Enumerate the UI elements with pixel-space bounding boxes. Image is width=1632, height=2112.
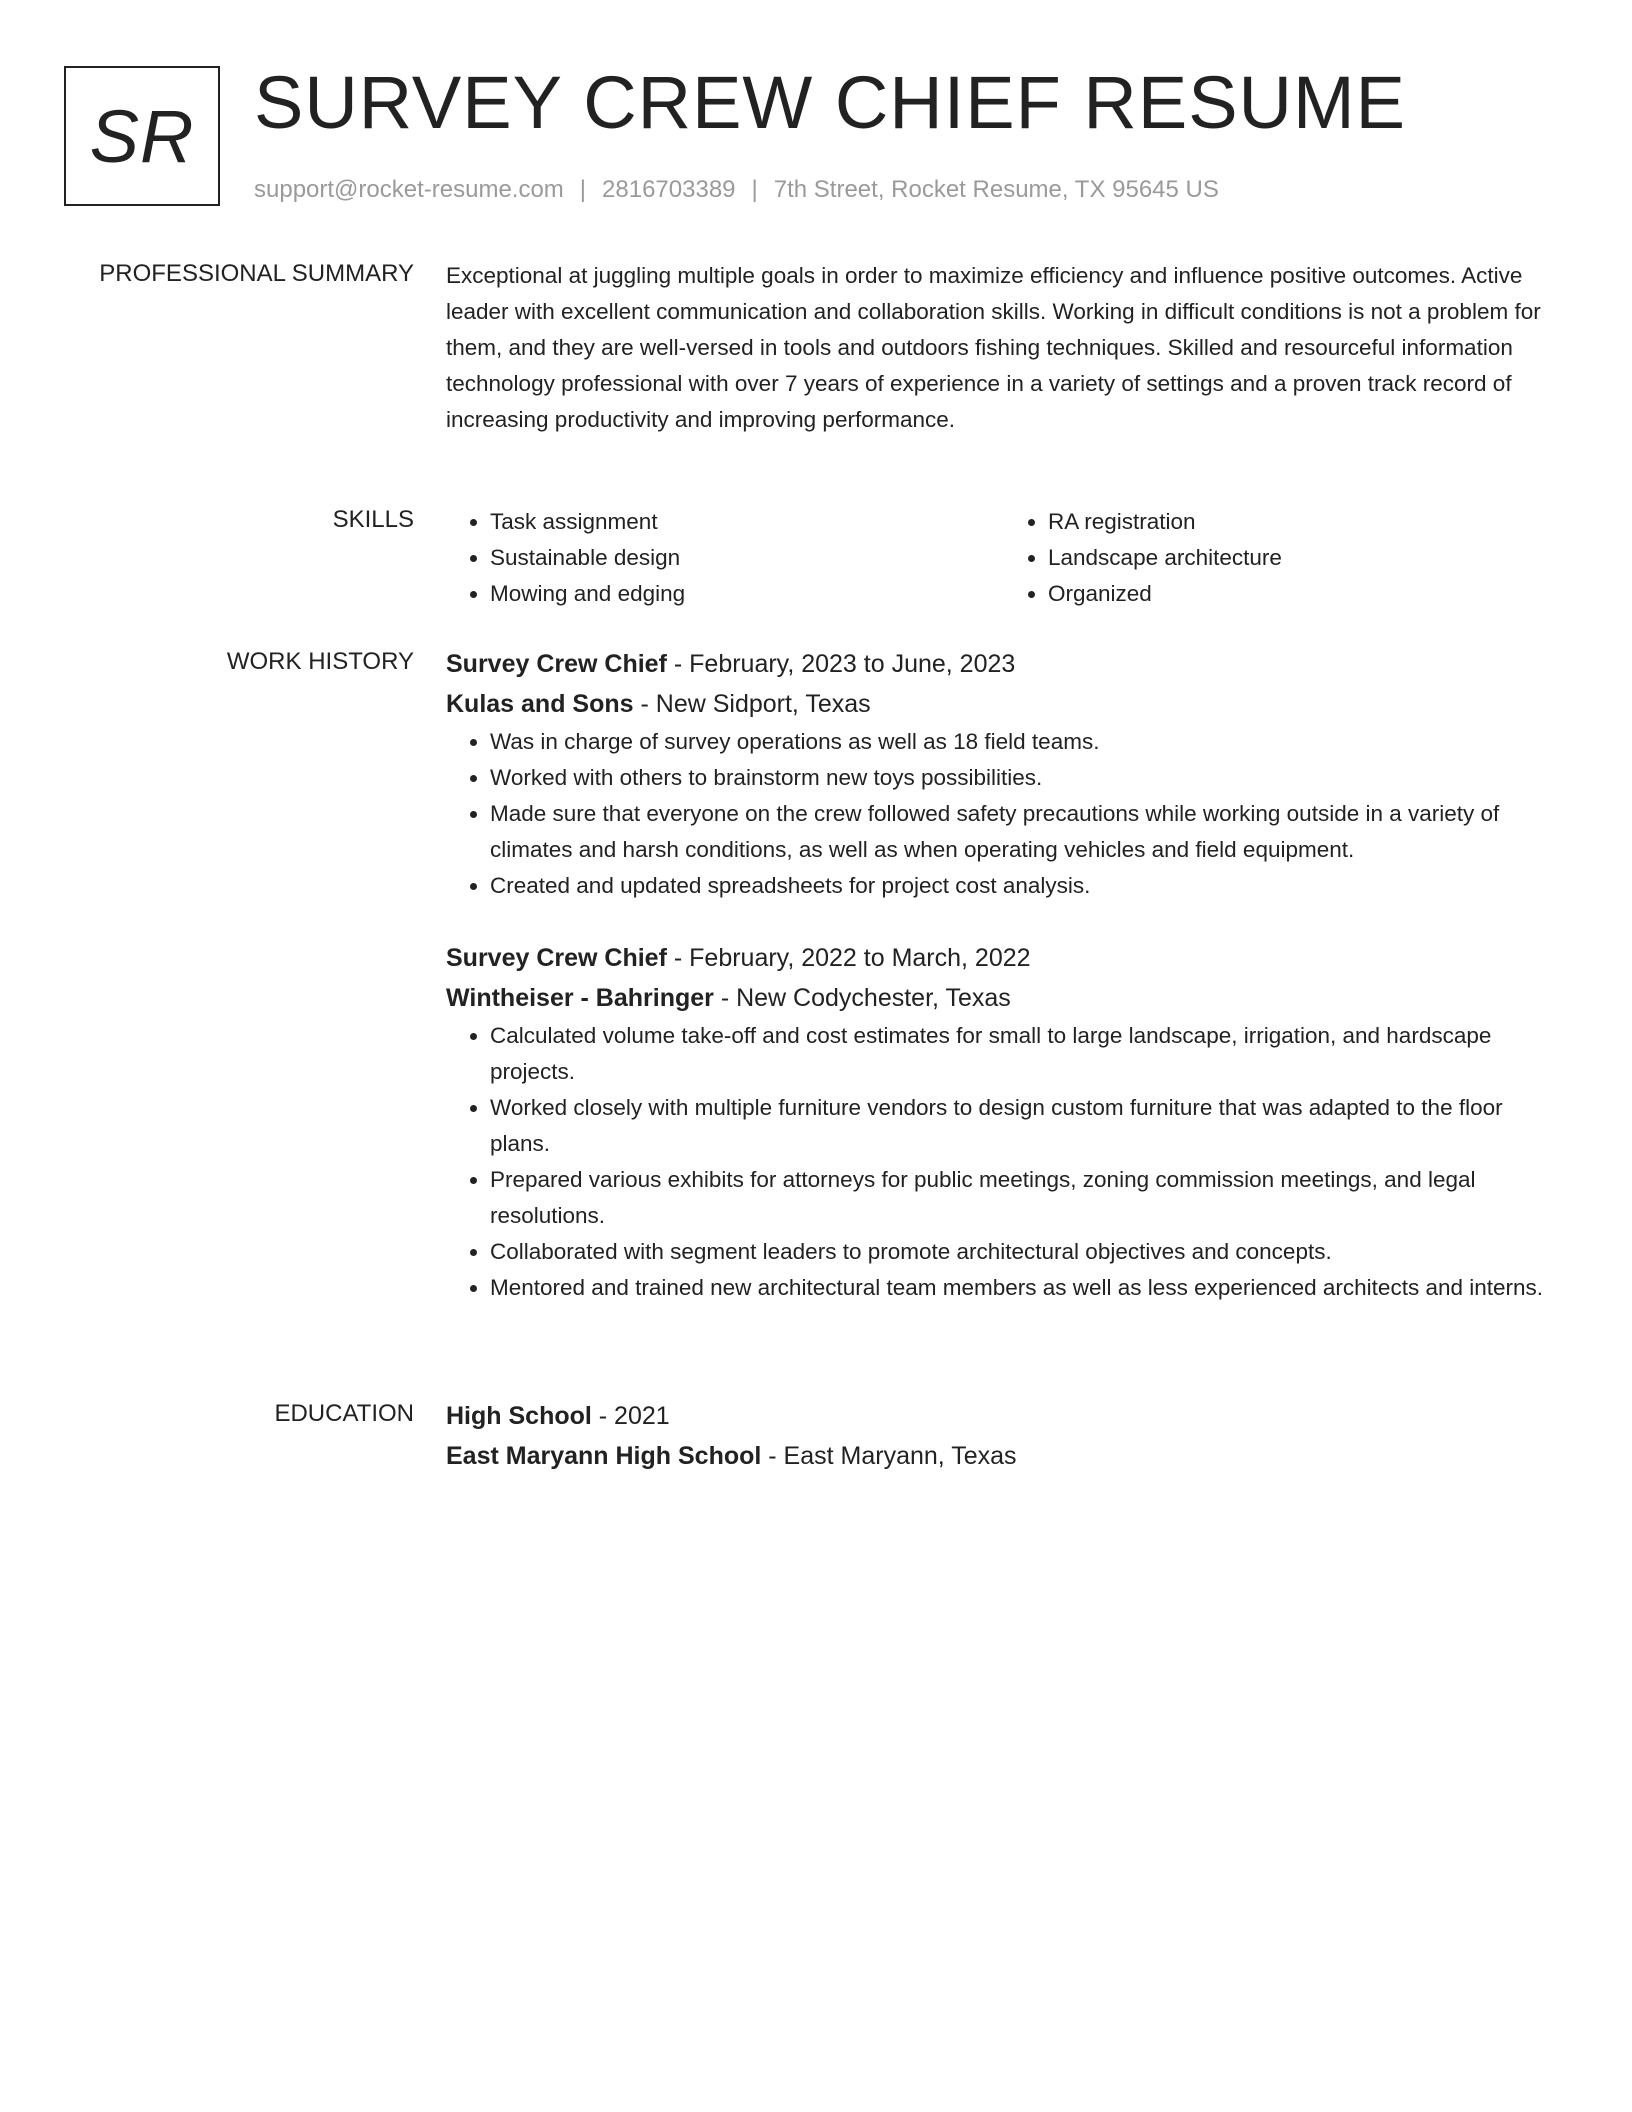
job-bullet: • Prepared various exhibits for attorneys for public meetings, zoning commission meetings, and legal resolutions. xyxy=(490,1162,1562,1234)
contact-separator: | xyxy=(751,176,758,203)
job-title: Survey Crew Chief xyxy=(446,650,667,678)
section-label-education: EDUCATION xyxy=(274,1400,414,1427)
job-location: - New Sidport, Texas xyxy=(633,690,871,718)
job-title-line xyxy=(446,644,1562,684)
job-company-line xyxy=(446,684,1562,724)
skills-list-left xyxy=(446,504,1004,612)
work-body xyxy=(446,644,1562,1340)
job-bullet: • Mentored and trained new architectural team members as well as less experienced architects and interns. xyxy=(490,1270,1562,1306)
job-company-line xyxy=(446,978,1562,1018)
education-year: - 2021 xyxy=(591,1402,670,1430)
job-bullet: • Was in charge of survey operations as well as 18 field teams. xyxy=(490,724,1562,760)
job-company: Kulas and Sons xyxy=(446,690,634,718)
contact-email: support@rocket-resume.com xyxy=(254,176,564,203)
skill-item: • Organized xyxy=(1048,576,1562,612)
job-bullets xyxy=(446,724,1562,904)
summary-text: Exceptional at juggling multiple goals in order to maximize efficiency and influence positive outcomes. Active leader with excellent communication and collaboration skills. Working in difficult conditions is not a problem for them, and they are well-versed in tools and outdoors fishing techniques. Skilled and resourceful information technology professional with over 7 years of experience in a variety of settings and a proven track record of increasing productivity and improving performance. xyxy=(446,263,1541,432)
contact-phone: 2816703389 xyxy=(602,176,736,203)
skill-item: • RA registration xyxy=(1048,504,1562,540)
education-body xyxy=(446,1396,1562,1476)
contact-separator: | xyxy=(579,176,587,203)
skill-item: • Task assignment xyxy=(490,504,1004,540)
job-dates: - February, 2023 to June, 2023 xyxy=(666,650,1016,678)
job-entry xyxy=(446,644,1562,904)
skill-item: • Sustainable design xyxy=(490,540,1004,576)
contact-line xyxy=(254,174,1219,206)
job-location: - New Codychester, Texas xyxy=(713,984,1011,1012)
education-school-line xyxy=(446,1436,1562,1476)
skills-grid xyxy=(446,504,1562,612)
skills-body xyxy=(446,504,1562,612)
job-title-line xyxy=(446,938,1562,978)
resume-title: SURVEY CREW CHIEF RESUME xyxy=(254,61,1406,144)
education-school: East Maryann High School xyxy=(446,1442,762,1470)
section-label-work: WORK HISTORY xyxy=(226,648,414,675)
job-bullet: • Collaborated with segment leaders to promote architectural objectives and concepts. xyxy=(490,1234,1562,1270)
job-bullets xyxy=(446,1018,1562,1306)
job-entry xyxy=(446,938,1562,1306)
job-bullet: • Calculated volume take-off and cost estimates for small to large landscape, irrigation, and hardscape projects. xyxy=(490,1018,1562,1090)
job-dates: - February, 2022 to March, 2022 xyxy=(666,944,1031,972)
job-bullet: • Made sure that everyone on the crew followed safety precautions while working outside in a variety of climates and harsh conditions, as well as when operating vehicles and field equipment. xyxy=(490,796,1562,868)
education-degree-line xyxy=(446,1396,1562,1436)
skills-list-right xyxy=(1004,504,1562,612)
section-label-skills: SKILLS xyxy=(332,506,414,533)
job-company: Wintheiser - Bahringer xyxy=(446,984,714,1012)
job-bullet: • Worked closely with multiple furniture vendors to design custom furniture that was adapted to the floor plans. xyxy=(490,1090,1562,1162)
job-title: Survey Crew Chief xyxy=(446,944,667,972)
contact-address: 7th Street, Rocket Resume, TX 95645 US xyxy=(773,176,1219,203)
summary-body xyxy=(446,258,1562,438)
monogram-initials: SR xyxy=(89,94,195,178)
education-location: - East Maryann, Texas xyxy=(761,1442,1017,1470)
education-degree: High School xyxy=(446,1402,592,1430)
skill-item: • Landscape architecture xyxy=(1048,540,1562,576)
monogram-box xyxy=(64,66,220,206)
job-bullet: • Worked with others to brainstorm new toys possibilities. xyxy=(490,760,1562,796)
skill-item: • Mowing and edging xyxy=(490,576,1004,612)
section-label-summary: PROFESSIONAL SUMMARY xyxy=(99,260,414,287)
job-bullet: • Created and updated spreadsheets for project cost analysis. xyxy=(490,868,1562,904)
